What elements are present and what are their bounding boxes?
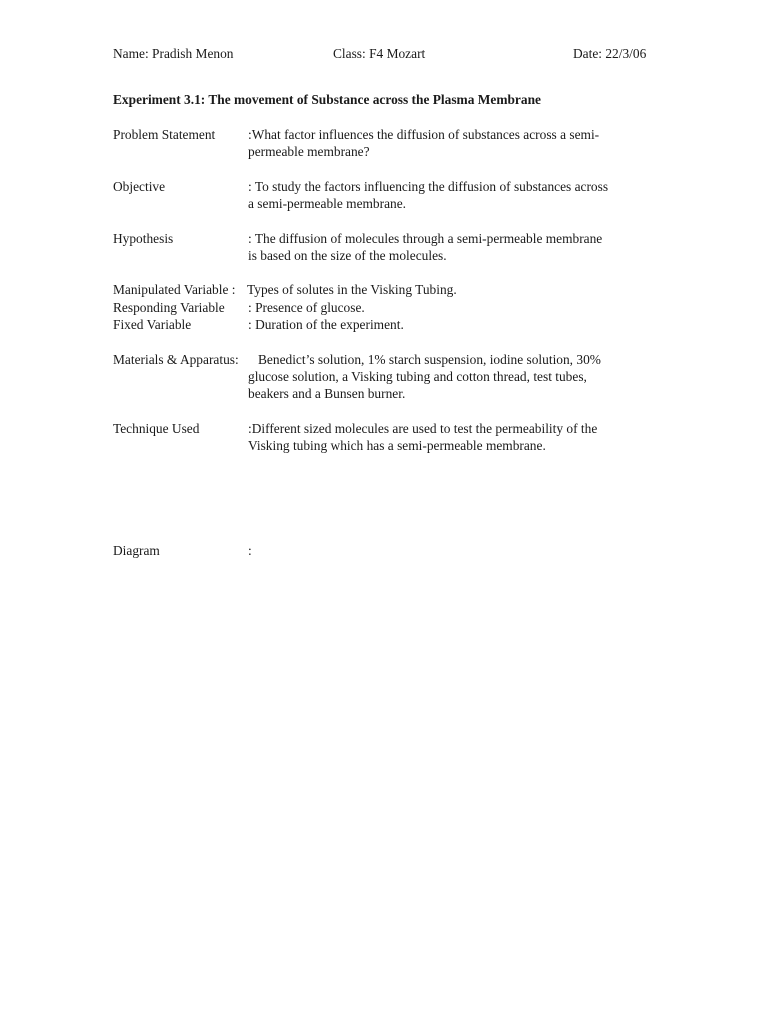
responding-variable-label: Responding Variable: [113, 300, 225, 315]
diagram-text: [248, 542, 668, 559]
fixed-variable-line: : Duration of the experiment.: [248, 317, 404, 332]
problem-statement-line: :What factor influences the diffusion of substances across a semi-: [248, 127, 600, 142]
materials-line: beakers and a Bunsen burner.: [248, 386, 406, 401]
responding-variable-text: [248, 299, 668, 316]
diagram-line: :: [248, 543, 252, 558]
student-name: Name: Pradish Menon: [113, 46, 234, 61]
problem-statement-line: permeable membrane?: [248, 144, 370, 159]
technique-text: [248, 420, 668, 454]
technique-line: Visking tubing which has a semi-permeable membrane.: [248, 438, 546, 453]
objective-text: [248, 178, 668, 212]
problem-statement-text: [248, 126, 668, 160]
materials-text: [248, 351, 668, 402]
manipulated-variable-text: [247, 281, 667, 298]
experiment-title: Experiment 3.1: The movement of Substance across the Plasma Membrane: [113, 92, 541, 107]
problem-statement-label: Problem Statement: [113, 127, 216, 142]
diagram-label: Diagram: [113, 543, 160, 558]
materials-line: Benedict’s solution, 1% starch suspension, iodine solution, 30%: [258, 352, 601, 367]
class-name: Class: F4 Mozart: [333, 46, 426, 61]
technique-line: :Different sized molecules are used to test the permeability of the: [248, 421, 598, 436]
technique-label: Technique Used: [113, 421, 200, 436]
hypothesis-line: : The diffusion of molecules through a semi-permeable membrane: [248, 231, 603, 246]
hypothesis-line: is based on the size of the molecules.: [248, 248, 447, 263]
report-date: Date: 22/3/06: [573, 46, 647, 61]
fixed-variable-label: Fixed Variable: [113, 317, 192, 332]
objective-label: Objective: [113, 179, 166, 194]
materials-label: Materials & Apparatus:: [113, 352, 239, 367]
responding-variable-line: : Presence of glucose.: [248, 300, 365, 315]
hypothesis-label: Hypothesis: [113, 231, 174, 246]
manipulated-variable-line: Types of solutes in the Visking Tubing.: [247, 282, 457, 297]
fixed-variable-text: [248, 316, 668, 333]
hypothesis-text: [248, 230, 668, 264]
objective-line: a semi-permeable membrane.: [248, 196, 407, 211]
materials-line: glucose solution, a Visking tubing and cotton thread, test tubes,: [248, 369, 587, 384]
manipulated-variable-label: Manipulated Variable :: [113, 282, 236, 297]
objective-line: : To study the factors influencing the diffusion of substances across: [248, 179, 609, 194]
